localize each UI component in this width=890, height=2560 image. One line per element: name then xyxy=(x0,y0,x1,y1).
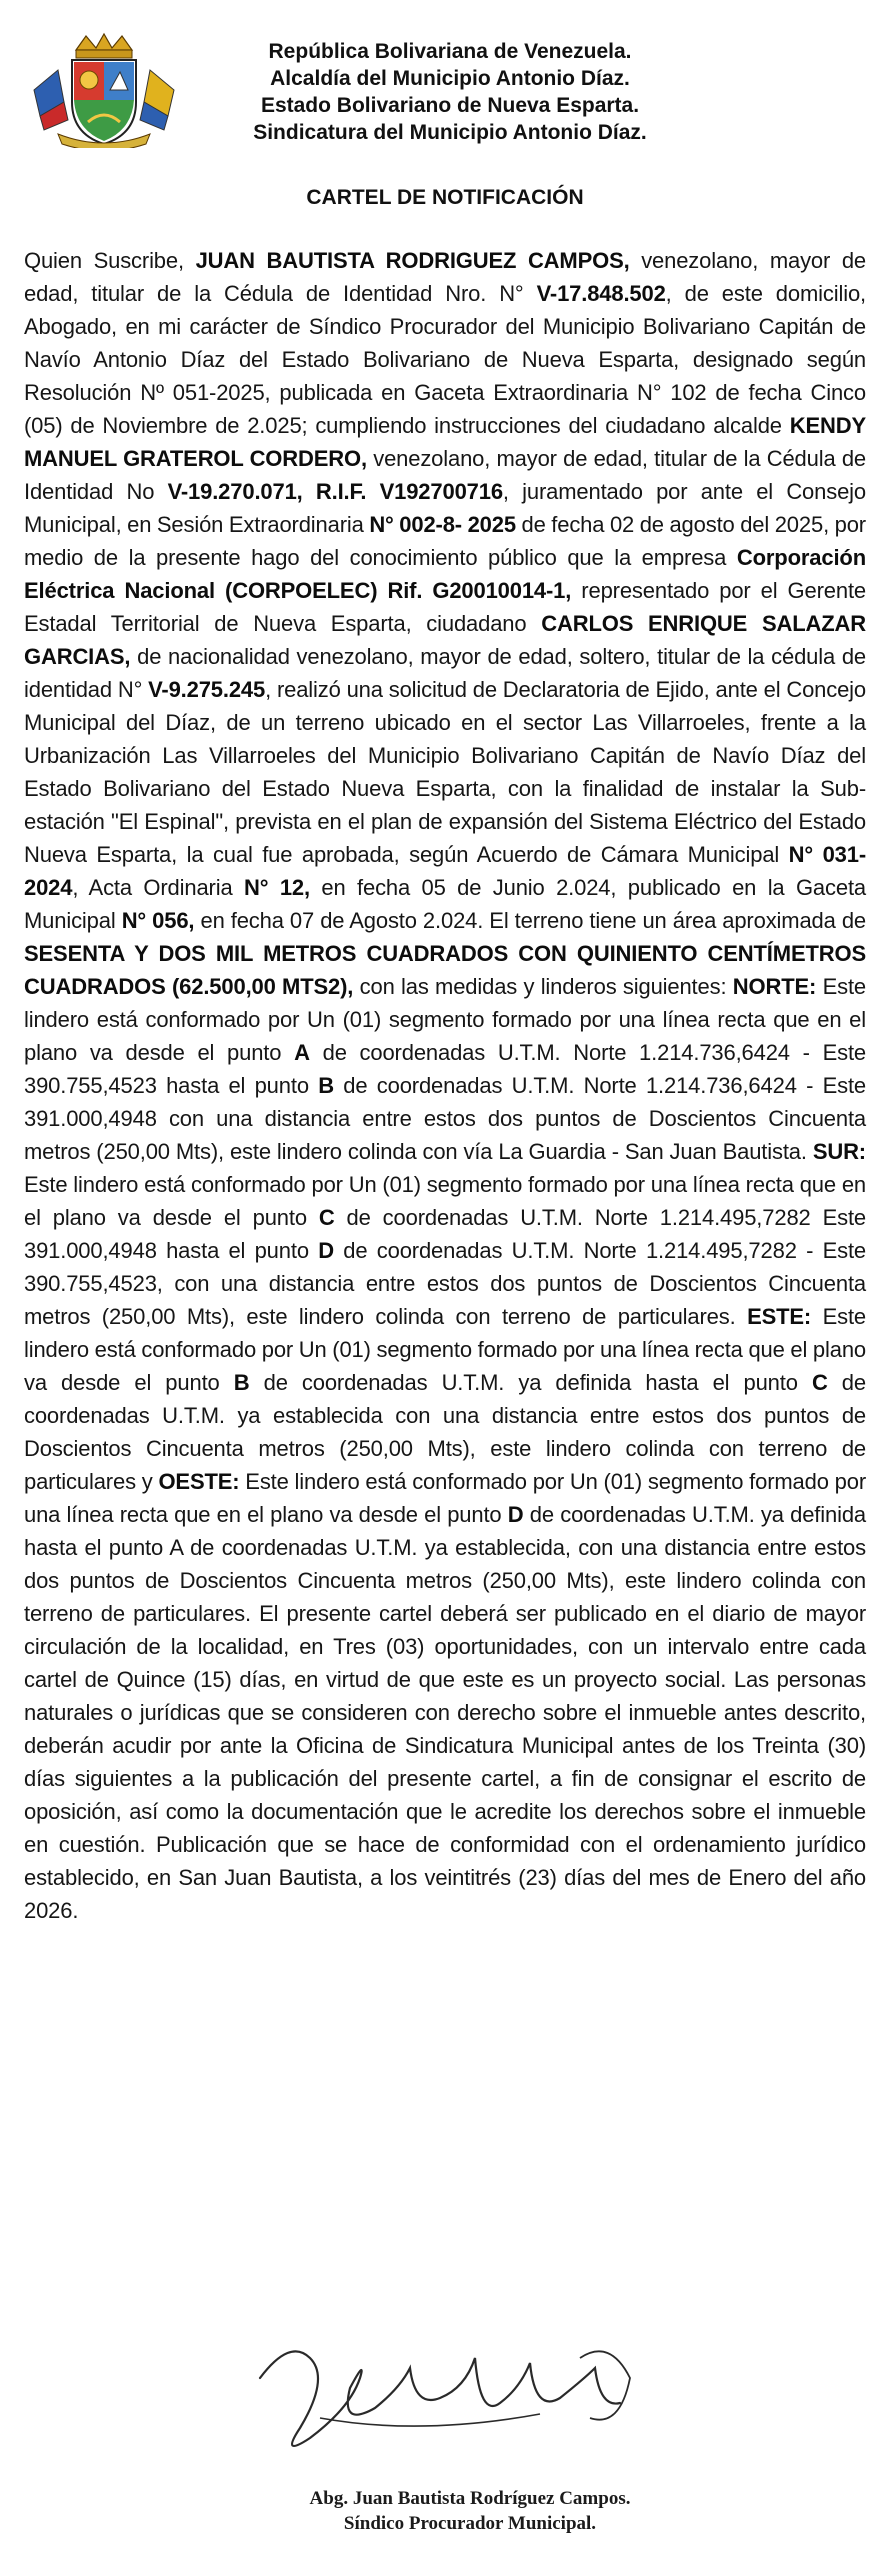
header xyxy=(0,0,890,150)
handwritten-signature-icon xyxy=(200,2318,680,2468)
body-bold-span: SUR: xyxy=(812,1139,866,1164)
body-bold-span: B xyxy=(233,1370,250,1395)
body-bold-span: JUAN BAUTISTA RODRIGUEZ CAMPOS, xyxy=(195,248,630,273)
body-bold-span: SESENTA Y DOS MIL METROS CUADRADOS CON QUINIENTO CENTÍMETROS CUADRADOS (62.500,00 MTS2), xyxy=(24,941,866,999)
body-bold-span: C xyxy=(811,1370,828,1395)
body-text-span: Este lindero está conformado por Un (01) segmento formado por una línea recta que en el plano va desde el punto xyxy=(24,1172,866,1230)
body-bold-span: KENDY MANUEL GRATEROL CORDERO, xyxy=(24,413,866,471)
header-institution-lines xyxy=(200,38,700,146)
signer-name: Abg. Juan Bautista Rodríguez Campos. xyxy=(309,2488,631,2509)
body-text-span: de coordenadas U.T.M. Norte 1.214.495,7282 - Este 390.755,4523, con una distancia entre estos dos puntos de Doscientos Cincuenta metros (250,00 Mts), este lindero colinda con terreno de particulares. xyxy=(24,1238,866,1329)
body-text-span: venezolano, mayor de edad, titular de la Cédula de Identidad No xyxy=(24,446,866,504)
body-text-span: de coordenadas U.T.M. ya establecida con una distancia entre estos dos puntos de Doscientos Cincuenta metros (250,00 Mts), este lindero colinda con terreno de particulares y xyxy=(24,1370,866,1494)
body-bold-span: D xyxy=(318,1238,334,1263)
body-bold-span: C xyxy=(318,1205,335,1230)
body-text-span: con las medidas y linderos siguientes: xyxy=(353,974,733,999)
body-bold-span: Corporación Eléctrica Nacional (CORPOELEC) Rif. G20010014-1, xyxy=(24,545,866,603)
header-line-republic: República Bolivariana de Venezuela. xyxy=(268,40,632,63)
body-bold-span: OESTE: xyxy=(158,1469,240,1494)
body-bold-span: N° 12, xyxy=(244,875,310,900)
body-bold-span: NORTE: xyxy=(732,974,817,999)
body-bold-span: CARLOS ENRIQUE SALAZAR GARCIAS, xyxy=(24,611,866,669)
signer-block xyxy=(230,2486,710,2536)
body-text-span: de coordenadas U.T.M. Norte 1.214.736,6424 - Este 391.000,4948 con una distancia entre estos dos puntos de Doscientos Cincuenta metros (250,00 Mts), este lindero colinda con vía La Guardia - San Juan Bautista. xyxy=(24,1073,866,1164)
header-line-sindicatura: Sindicatura del Municipio Antonio Díaz. xyxy=(253,121,647,144)
body-text-span: , de este domicilio, Abogado, en mi carácter de Síndico Procurador del Municipio Bolivariano Capitán de Navío Antonio Díaz del Estado Bolivariano de Nueva Esparta, designado según Resolución Nº 051-2025, publicada en Gaceta Extraordinaria N° 102 de fecha Cinco (05) de Noviembre de 2.025; cumpliendo instrucciones del ciudadano alcalde xyxy=(24,281,866,438)
body-text-span: , juramentado por ante el Consejo Municipal, en Sesión Extraordinaria xyxy=(24,479,866,537)
body-bold-span: V-19.270.071, R.I.F. V192700716 xyxy=(167,479,503,504)
body-bold-span: A xyxy=(294,1040,310,1065)
body-bold-span: B xyxy=(318,1073,334,1098)
body-text-span: Este lindero está conformado por Un (01) segmento formado por una línea recta que en el plano va desde el punto xyxy=(24,974,866,1065)
body-text-span: de coordenadas U.T.M. ya definida hasta el punto A de coordenadas U.T.M. ya establecida, con una distancia entre estos dos puntos de Doscientos Cincuenta metros (250,00 Mts), este lindero colinda con terreno de particulares. El presente cartel deberá ser publicado en el diario de mayor circulación de la localidad, en Tres (03) oportunidades, con un intervalo entre cada cartel de Quince (15) días, en virtud de que este es un proyecto social. Las personas naturales o jurídicas que se consideren con derecho sobre el inmueble antes descrito, deberán acudir por ante la Oficina de Sindicatura Municipal antes de los Treinta (30) días siguientes a la publicación del presente cartel, a fin de consignar el escrito de oposición, así como la documentación que le acredite los derechos sobre el inmueble en cuestión. Publicación que se hace de conformidad con el ordenamiento jurídico establecido, en San Juan Bautista, a los veintitrés (23) días del mes de Enero del año 2026. xyxy=(24,1502,866,1923)
header-line-state: Estado Bolivariano de Nueva Esparta. xyxy=(260,94,640,117)
body-bold-span: N° 031-2024 xyxy=(24,842,867,900)
body-text-span: en fecha 05 de Junio 2.024, publicado en la Gaceta Municipal xyxy=(24,875,866,933)
municipal-coat-of-arms-icon xyxy=(28,30,180,148)
body-bold-span: D xyxy=(507,1502,524,1527)
signer-role: Síndico Procurador Municipal. xyxy=(343,2513,597,2534)
body-text-span: venezolano, mayor de edad, titular de la Cédula de Identidad Nro. N° xyxy=(24,248,866,306)
body-text-span: Quien Suscribe, xyxy=(24,248,196,273)
body-text-span: , realizó una solicitud de Declaratoria de Ejido, ante el Concejo Municipal del Díaz, de un terreno ubicado en el sector Las Villarroeles, frente a la Urbanización Las Villarroeles del Municipio Bolivariano Capitán de Navío Díaz del Estado Bolivariano del Estado Nueva Esparta, con la finalidad de instalar la Sub-estación "El Espinal", prevista en el plan de expansión del Sistema Eléctrico del Estado Nueva Esparta, la cual fue aprobada, según Acuerdo de Cámara Municipal xyxy=(24,677,866,867)
body-text-span: de fecha 02 de agosto del 2025, por medio de la presente hago del conocimiento público que la empresa xyxy=(24,512,866,570)
body-bold-span: V-9.275.245 xyxy=(148,677,266,702)
body-text-span: de coordenadas U.T.M. Norte 1.214.495,7282 Este 391.000,4948 hasta el punto xyxy=(24,1205,866,1263)
notice-title: CARTEL DE NOTIFICACIÓN xyxy=(306,186,584,209)
body-bold-span: N° 056, xyxy=(121,908,195,933)
body-text-span: de coordenadas U.T.M. Norte 1.214.736,6424 - Este 390.755,4523 hasta el punto xyxy=(24,1040,866,1098)
body-text-span: representado por el Gerente Estadal Territorial de Nueva Esparta, ciudadano xyxy=(24,578,866,636)
body-text-span: Este lindero está conformado por Un (01) segmento formado por una línea recta que el plano va desde el punto xyxy=(24,1304,866,1395)
notice-body xyxy=(24,244,866,1927)
body-text-span: , Acta Ordinaria xyxy=(72,875,244,900)
body-text-span: en fecha 07 de Agosto 2.024. El terreno tiene un área aproximada de xyxy=(194,908,866,933)
header-line-mayoralty: Alcaldía del Municipio Antonio Díaz. xyxy=(270,67,630,90)
body-bold-span: N° 002-8- 2025 xyxy=(369,512,516,537)
body-bold-span: V-17.848.502 xyxy=(536,281,666,306)
body-text-span: de coordenadas U.T.M. ya definida hasta el punto xyxy=(249,1370,812,1395)
body-bold-span: ESTE: xyxy=(747,1304,812,1329)
body-text-span: Este lindero está conformado por Un (01) segmento formado por una línea recta que en el plano va desde el punto xyxy=(24,1469,866,1527)
body-text-span: de nacionalidad venezolano, mayor de edad, soltero, titular de la cédula de identidad N° xyxy=(24,644,866,702)
